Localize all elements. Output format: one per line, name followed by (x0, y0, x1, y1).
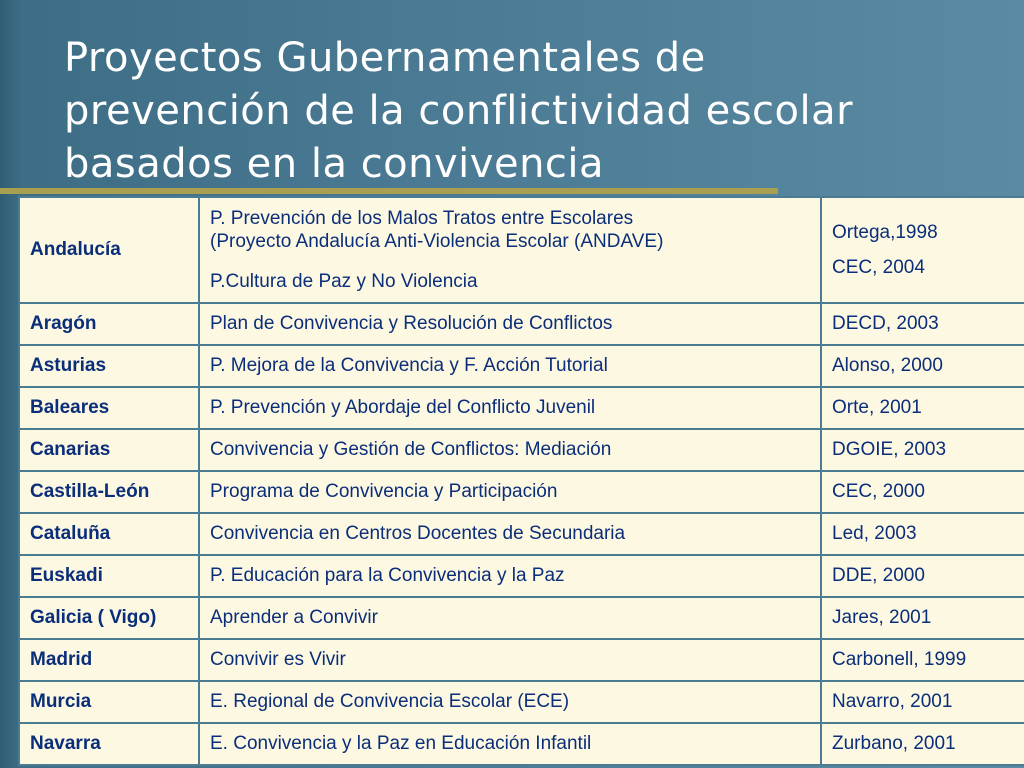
source-cell: Zurbano, 2001 (821, 723, 1024, 765)
source-cell: Alonso, 2000 (821, 345, 1024, 387)
region-cell: Baleares (19, 387, 199, 429)
table-row (19, 303, 1024, 345)
project-cell: Convivencia y Gestión de Conflictos: Mediación (199, 429, 821, 471)
region-cell: Asturias (19, 345, 199, 387)
project-cell: P. Prevención y Abordaje del Conflicto Juvenil (199, 387, 821, 429)
region-cell: Canarias (19, 429, 199, 471)
source-text: Ortega,1998 (832, 222, 938, 243)
table-row (19, 597, 1024, 639)
table-row (19, 723, 1024, 765)
table-row (19, 197, 1024, 303)
table-row (19, 639, 1024, 681)
table-row (19, 429, 1024, 471)
region-cell: Galicia ( Vigo) (19, 597, 199, 639)
project-cell: Plan de Convivencia y Resolución de Conflictos (199, 303, 821, 345)
projects-table (18, 196, 1024, 766)
project-cell: P. Educación para la Convivencia y la Paz (199, 555, 821, 597)
region-cell: Castilla-León (19, 471, 199, 513)
region-cell: Aragón (19, 303, 199, 345)
region-cell: Murcia (19, 681, 199, 723)
project-text: P.Cultura de Paz y No Violencia (210, 271, 478, 292)
project-text: P. Prevención de los Malos Tratos entre Escolares (210, 208, 634, 229)
source-cell: Navarro, 2001 (821, 681, 1024, 723)
project-cell: Convivencia en Centros Docentes de Secundaria (199, 513, 821, 555)
source-cell: DGOIE, 2003 (821, 429, 1024, 471)
source-cell: DDE, 2000 (821, 555, 1024, 597)
slide-title-line: prevención de la conflictividad escolar (64, 88, 854, 134)
title-underline-rule (0, 188, 778, 194)
table-row (19, 555, 1024, 597)
region-cell: Madrid (19, 639, 199, 681)
source-cell: Led, 2003 (821, 513, 1024, 555)
region-cell: Andalucía (19, 197, 199, 303)
source-cell (821, 197, 1024, 303)
project-cell: E. Regional de Convivencia Escolar (ECE) (199, 681, 821, 723)
table-row (19, 471, 1024, 513)
project-cell: Convivir es Vivir (199, 639, 821, 681)
source-cell: Orte, 2001 (821, 387, 1024, 429)
project-text: (Proyecto Andalucía Anti-Violencia Escolar (ANDAVE) (210, 231, 664, 252)
project-cell: E. Convivencia y la Paz en Educación Infantil (199, 723, 821, 765)
table-row (19, 387, 1024, 429)
table-row (19, 513, 1024, 555)
source-text: CEC, 2004 (832, 257, 925, 278)
slide-title-line: basados en la convivencia (64, 141, 605, 187)
source-cell: DECD, 2003 (821, 303, 1024, 345)
project-cell (199, 197, 821, 303)
table-row (19, 681, 1024, 723)
project-cell: P. Mejora de la Convivencia y F. Acción Tutorial (199, 345, 821, 387)
source-cell: Carbonell, 1999 (821, 639, 1024, 681)
project-cell: Programa de Convivencia y Participación (199, 471, 821, 513)
region-cell: Navarra (19, 723, 199, 765)
table-row (19, 345, 1024, 387)
project-cell: Aprender a Convivir (199, 597, 821, 639)
region-cell: Euskadi (19, 555, 199, 597)
source-cell: CEC, 2000 (821, 471, 1024, 513)
slide-title-line: Proyectos Gubernamentales de (64, 35, 706, 81)
source-cell: Jares, 2001 (821, 597, 1024, 639)
slide-title (64, 32, 1004, 191)
region-cell: Cataluña (19, 513, 199, 555)
